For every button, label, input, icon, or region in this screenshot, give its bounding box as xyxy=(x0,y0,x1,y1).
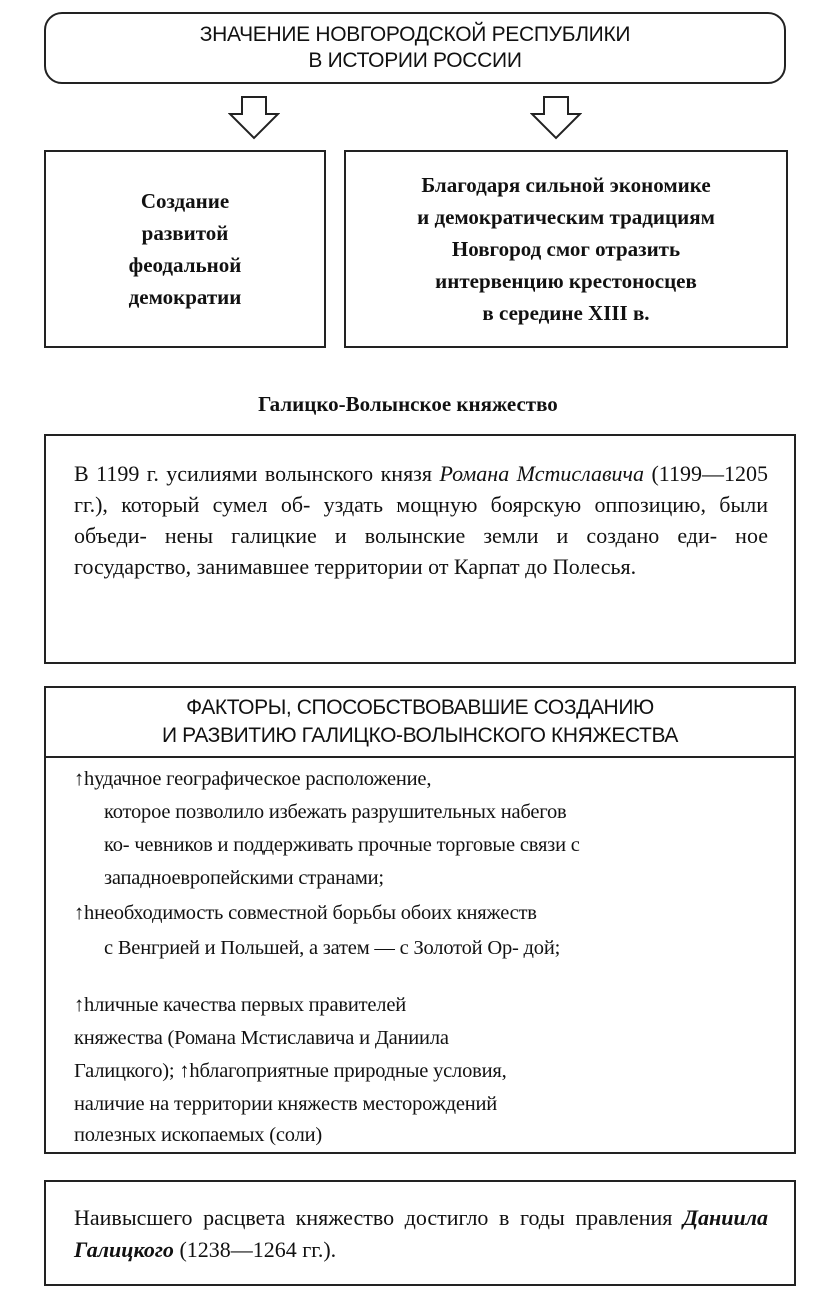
factor-line: наличие на территории княжеств месторождений xyxy=(74,1093,498,1115)
factor-line: полезных ископаемых (соли) xyxy=(74,1124,323,1146)
left-box-line: развитой xyxy=(141,221,229,245)
factor-line: ↑hудачное географическое расположение, xyxy=(74,768,432,790)
down-arrow-icon xyxy=(228,96,280,140)
final-box xyxy=(44,1180,796,1286)
factors-header xyxy=(46,688,794,758)
intro-text xyxy=(74,458,768,582)
right-box-line: интервенцию крестоносцев xyxy=(435,269,697,293)
title-line-1: ЗНАЧЕНИЕ НОВГОРОДСКОЙ РЕСПУБЛИКИ xyxy=(199,23,631,46)
left-box-line: демократии xyxy=(128,285,242,309)
right-box-line: Новгород смог отразить xyxy=(451,237,681,261)
factor-line: которое позволило избежать разрушительных набегов xyxy=(104,801,567,823)
factor-line: ↑hнеобходимость совместной борьбы обоих княжеств xyxy=(74,902,537,924)
final-part-2: (1238—1264 гг.). xyxy=(173,1237,337,1262)
final-name: Даниила Галицкого xyxy=(74,1205,768,1262)
factors-box xyxy=(44,686,796,1154)
factor-line: Галицкого); ↑hблагоприятные природные условия, xyxy=(74,1060,507,1082)
left-box-line: Создание xyxy=(140,189,230,213)
right-box-line: в середине XIII в. xyxy=(482,301,650,325)
crusaders-box xyxy=(344,150,788,348)
intro-name: Романа Мстиславича xyxy=(439,461,645,486)
factor-line: ко- чевников и поддерживать прочные торговые связи с xyxy=(104,834,580,856)
right-box-line: и демократическим традициям xyxy=(417,205,715,229)
final-text xyxy=(74,1202,768,1266)
factor-line: ↑hличные качества первых правителей xyxy=(74,994,406,1016)
factors-header-line-1: ФАКТОРЫ, СПОСОБСТВОВАВШИЕ СОЗДАНИЮ xyxy=(186,696,654,719)
left-box-line: феодальной xyxy=(128,253,242,277)
feudal-democracy-box xyxy=(44,150,326,348)
title-box xyxy=(44,12,786,84)
factor-line: с Венгрией и Польшей, а затем — с Золотой Ор- дой; xyxy=(104,937,561,959)
factor-line: западноевропейскими странами; xyxy=(104,867,384,889)
factors-header-line-2: И РАЗВИТИЮ ГАЛИЦКО-ВОЛЫНСКОГО КНЯЖЕСТВА xyxy=(161,724,678,747)
intro-part-2: (1199—1205 гг.), который сумел об- уздать мощную боярскую оппозицию, были объеди- нены галицкие и волынские земли и создано еди- ное государство, занимавшее территории от Карпат до Полесья. xyxy=(74,461,768,579)
title-line-2: В ИСТОРИИ РОССИИ xyxy=(308,49,522,72)
section-heading: Галицко-Волынское княжество xyxy=(258,392,558,416)
factor-line: княжества (Романа Мстиславича и Даниила xyxy=(74,1027,449,1049)
intro-box xyxy=(44,434,796,664)
down-arrow-icon xyxy=(530,96,582,140)
intro-part-1: В 1199 г. усилиями волынского князя xyxy=(74,461,440,486)
final-part-1: Наивысшего расцвета княжество достигло в годы правления xyxy=(74,1205,683,1230)
right-box-line: Благодаря сильной экономике xyxy=(421,173,711,197)
